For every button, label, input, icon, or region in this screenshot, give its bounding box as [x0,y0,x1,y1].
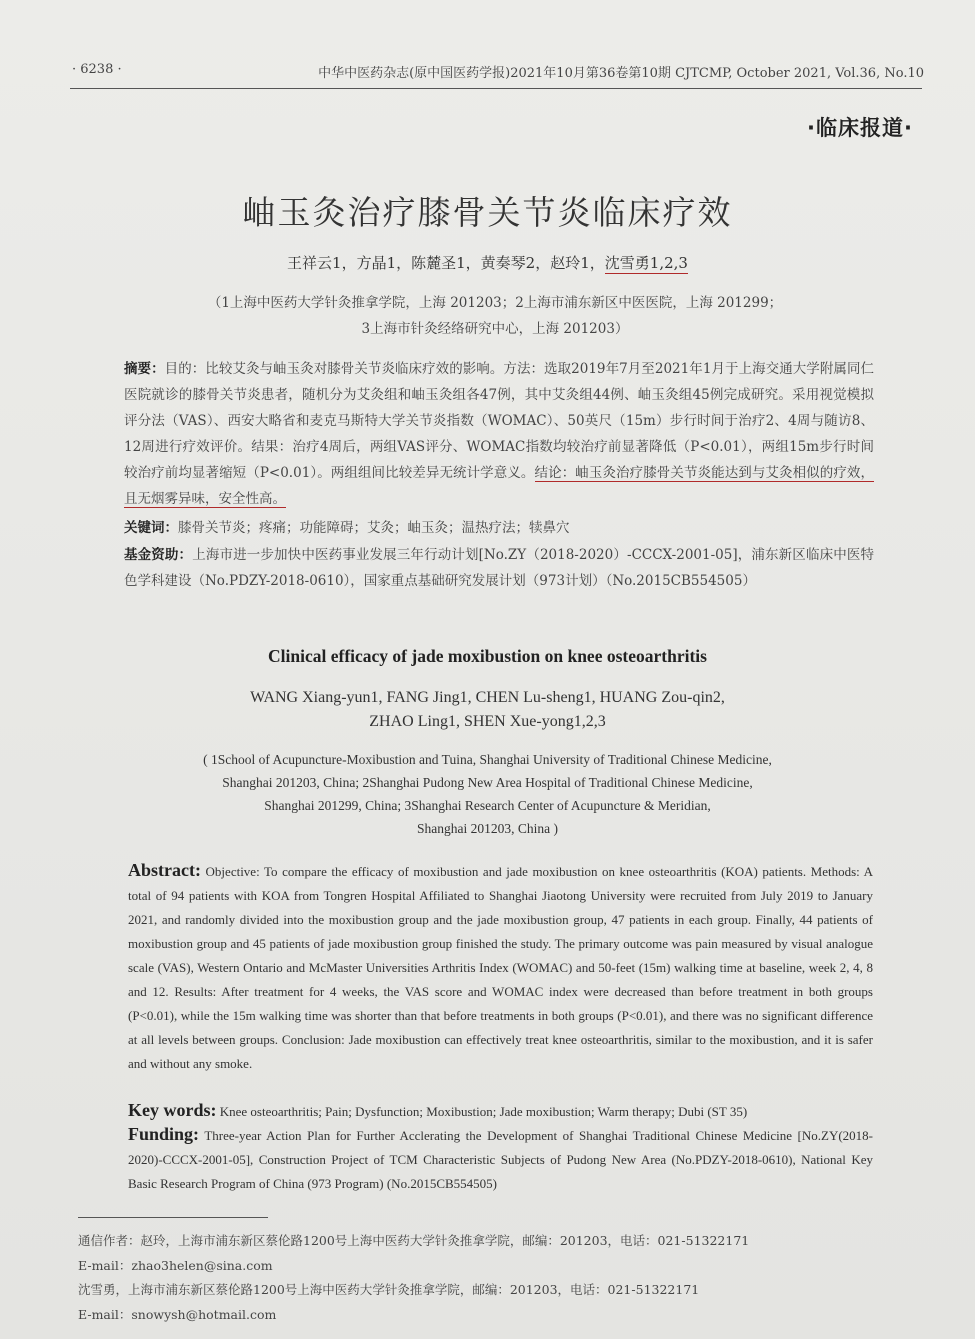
corresponding-author-underlined: 沈雪勇1,2,3 [604,254,688,272]
english-authors-line: ZHAO Ling1, SHEN Xue-yong1,2,3 [369,713,606,730]
english-keywords-text: Knee osteoarthritis; Pain; Dysfunction; Moxibustion; Jade moxibustion; Warm therapy; Dubi (ST 35) [219,1104,748,1119]
footnotes [78,1229,898,1327]
english-abstract [128,858,873,1076]
english-title: Clinical efficacy of jade moxibustion on knee osteoarthritis [268,646,707,666]
english-funding-text: Three-year Action Plan for Further Acclerating the Development of Shanghai Traditional Chinese Medicine [No.ZY(2018-2020)-CCCX-2001-05], Construction Project of TCM Characteristic Subjects of Pudong New Area (No.PDZY-2018-0610), National Key Basic Research Program of China (973 Program) (No.2015CB554505) [128,1128,873,1191]
chinese-abstract-label: 摘要： [124,361,165,377]
footnote-line: E-mail：zhao3helen@sina.com [78,1257,273,1273]
chinese-abstract [124,356,874,512]
chinese-keywords [124,515,874,541]
chinese-authors [0,252,975,273]
chinese-funding [124,542,874,594]
chinese-affiliations [100,290,890,342]
english-keywords [128,1098,873,1124]
english-funding [128,1122,873,1196]
chinese-abstract-text: 目的：比较艾灸与岫玉灸对膝骨关节炎临床疗效的影响。方法：选取2019年7月至2021年1月于上海交通大学附属同仁医院就诊的膝骨关节炎患者，随机分为艾灸组和岫玉灸组各47例，其中艾灸组44例、岫玉灸组45例完成研究。采用视觉模拟评分法（VAS）、西安大略省和麦克马斯特大学关节炎指数（WOMAC）、50英尺（15m）步行时间于治疗2、4周与随访8、12周进行疗效评价。结果：治疗4周后，两组VAS评分、WOMAC指数均较治疗前显著降低（P<0.01），两组15m步行时间较治疗前均显著缩短（P<0.01）。两组组间比较差异无统计学意义。 [124,361,875,481]
chinese-affiliation-line: 3上海市针灸经络研究中心，上海 201203） [361,321,629,337]
chinese-affiliation-line: （1上海中医药大学针灸推拿学院，上海 201203；2上海市浦东新区中医医院，上海 201299； [207,295,783,311]
journal-info: 中华中医药杂志(原中国医药学报)2021年10月第36卷第10期 CJTCMP, October 2021, Vol.36, No.10 [318,66,924,81]
chinese-abstract-conclusion-underlined: 结论：岫玉灸治疗膝骨关节炎能达到与艾灸相似的疗效，且无烟雾异味，安全性高。 [124,465,875,507]
english-affiliation-line: Shanghai 201299, China; 3Shanghai Research Center of Acupuncture & Meridian, [264,798,711,813]
footnote-rule [78,1217,268,1218]
chinese-keywords-label: 关键词： [124,520,178,536]
english-abstract-label: Abstract: [128,860,201,880]
footnote-line: 沈雪勇，上海市浦东新区蔡伦路1200号上海中医药大学针灸推拿学院，邮编：201203，电话：021-51322171 [78,1282,700,1297]
english-funding-label: Funding: [128,1124,200,1144]
english-authors [200,686,775,734]
footnote-line: 通信作者：赵玲，上海市浦东新区蔡伦路1200号上海中医药大学针灸推拿学院，邮编：201203，电话：021-51322171 [78,1233,750,1248]
header-rule [70,88,922,89]
page-number: · 6238 · [72,62,122,77]
english-abstract-text: Objective: To compare the efficacy of moxibustion and jade moxibustion on knee osteoarthritis (KOA) patients. Methods: A total of 94 patients with KOA from Tongren Hospital Affiliated to Shanghai Jiaotong University were recruited from July 2019 to January 2021, and randomly divided into the moxibustion group and the jade moxibustion group, 47 patients in each group. Finally, 44 patients of moxibustion group and 45 patients of jade moxibustion group finished the study. The primary outcome was pain measured by visual analogue scale (VAS), Western Ontario and McMaster Universities Arthritis Index (WOMAC) and 50-feet (15m) walking time at baseline, week 2, 4, 8 and 12. Results: After treatment for 4 weeks, the VAS score and WOMAC index were decreased than before treatment in both groups (P<0.01), while the 15m walking time was shorter than that before treatments in both groups (P<0.01), and there was no significant difference at all levels between groups. Conclusion: Jade moxibustion can effectively treat knee osteoarthritis, similar to the moxibustion, and it is safer and without any smoke. [128,864,874,1071]
english-affiliation-line: Shanghai 201203, China; 2Shanghai Pudong New Area Hospital of Traditional Chinese Medicine, [222,775,753,790]
section-label: ·临床报道· [807,116,913,140]
chinese-title: 岫玉灸治疗膝骨关节炎临床疗效 [242,193,733,232]
english-authors-line: WANG Xiang-yun1, FANG Jing1, CHEN Lu-sheng1, HUANG Zou-qin2, [250,689,725,706]
chinese-funding-text: 上海市进一步加快中医药事业发展三年行动计划[No.ZY（2018-2020）-CCCX-2001-05]，浦东新区临床中医特色学科建设（No.PDZY-2018-0610），国家重点基础研究发展计划（973计划）（No.2015CB554505） [124,547,875,589]
english-keywords-label: Key words: [128,1100,217,1120]
english-affiliations [180,748,795,840]
chinese-authors-list: 王祥云1，方晶1，陈麓圣1，黄奏琴2，赵玲1， [287,254,605,272]
footnote-line: E-mail：snowysh@hotmail.com [78,1306,277,1322]
english-affiliation-line: Shanghai 201203, China ) [417,821,558,836]
chinese-funding-label: 基金资助： [124,547,193,563]
english-affiliation-line: ( 1School of Acupuncture-Moxibustion and Tuina, Shanghai University of Traditional Chinese Medicine, [203,752,772,767]
chinese-keywords-text: 膝骨关节炎；疼痛；功能障碍；艾灸；岫玉灸；温热疗法；犊鼻穴 [178,520,570,536]
